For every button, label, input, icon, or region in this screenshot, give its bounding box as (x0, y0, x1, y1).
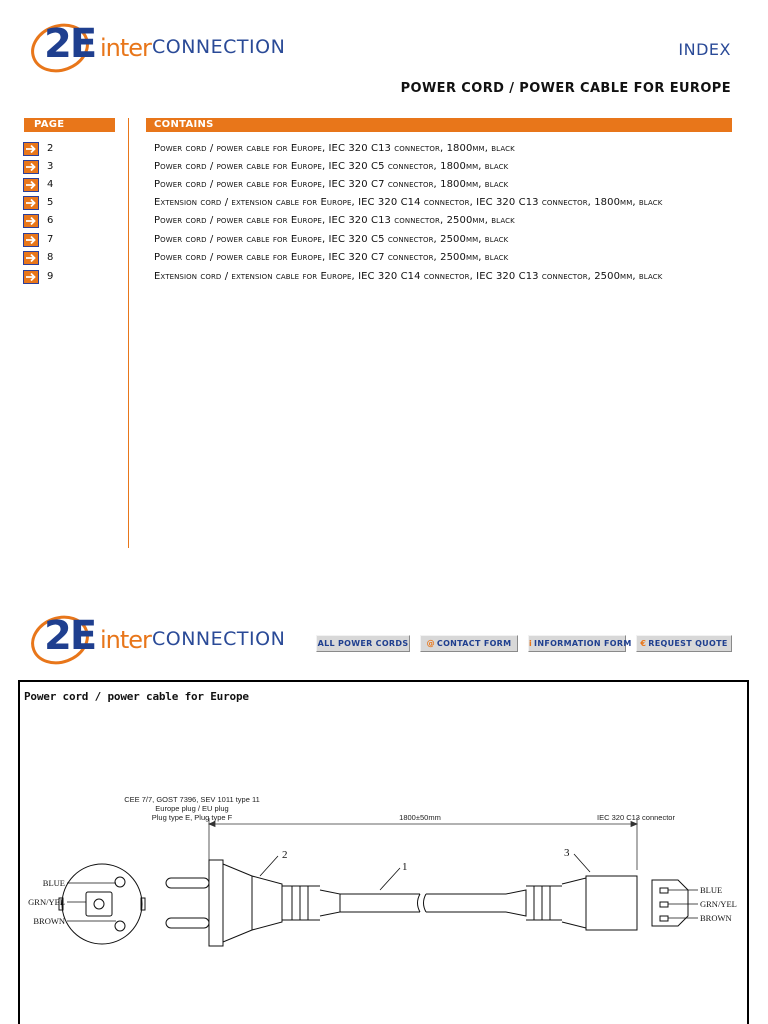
connector-wire-leaders (668, 890, 698, 918)
plug-wire-blue: BLUE (42, 878, 65, 888)
plug-wire-brown: BROWN (33, 916, 65, 926)
row-description: Power cord / power cable for Europe, IEC 320 C5 connector, 2500mm, black (154, 234, 509, 245)
table-row (0, 232, 768, 249)
page-number: 2 (47, 143, 54, 154)
dimension-line (209, 818, 637, 870)
callout-2: 2 (282, 849, 288, 861)
arrow-right-icon (24, 197, 38, 209)
contact-form-button[interactable] (420, 635, 518, 652)
arrow-right-icon (24, 215, 38, 227)
eu-plug-side (166, 860, 340, 946)
c13-connector-side (506, 876, 637, 930)
plug-spec-2: Europe plug / EU plug (155, 804, 229, 813)
goto-page-button[interactable] (23, 142, 39, 156)
row-description: Power cord / power cable for Europe, IEC 320 C7 connector, 2500mm, black (154, 252, 509, 263)
table-row (0, 195, 768, 212)
row-description: Power cord / power cable for Europe, IEC 320 C13 connector, 1800mm, black (154, 143, 515, 154)
arrow-right-icon (24, 179, 38, 191)
row-description: Extension cord / extension cable for Europe, IEC 320 C14 connector, IEC 320 C13 connector, 1800mm, black (154, 197, 663, 208)
logo-connection: CONNECTION (152, 36, 286, 58)
goto-page-button[interactable] (23, 214, 39, 228)
length-label: 1800±50mm (399, 813, 441, 822)
table-row (0, 213, 768, 230)
goto-page-button[interactable] (23, 270, 39, 284)
row-description: Power cord / power cable for Europe, IEC 320 C7 connector, 1800mm, black (154, 179, 509, 190)
cable-diagram (20, 780, 748, 960)
cable (340, 894, 506, 912)
goto-page-button[interactable] (23, 251, 39, 265)
connector-wire-blue: BLUE (700, 885, 723, 895)
arrow-right-icon (24, 252, 38, 264)
arrow-right-icon (24, 271, 38, 283)
plug-spec-3: Plug type E, Plug type F (151, 813, 233, 822)
arrow-right-icon (24, 234, 38, 246)
request-quote-label: REQUEST QUOTE (648, 639, 728, 648)
row-description: Power cord / power cable for Europe, IEC 320 C13 connector, 2500mm, black (154, 215, 515, 226)
arrow-right-icon (24, 161, 38, 173)
goto-page-button[interactable] (23, 196, 39, 210)
page-number: 5 (47, 197, 54, 208)
column-header-page: PAGE (24, 118, 115, 132)
goto-page-button[interactable] (23, 233, 39, 247)
table-row (0, 177, 768, 194)
page-number: 6 (47, 215, 54, 226)
plug-wire-grn: GRN/YEL (28, 897, 65, 907)
page-number: 7 (47, 234, 54, 245)
plug-wire-leaders (67, 883, 116, 921)
page-number: 8 (47, 252, 54, 263)
all-power-cords-button[interactable] (316, 635, 410, 652)
product-title: Power cord / power cable for Europe (24, 690, 249, 703)
callout-1: 1 (402, 861, 408, 873)
logo-2e: 2E (44, 21, 96, 67)
logo-connection: CONNECTION (152, 628, 286, 650)
page-title: POWER CORD / POWER CABLE FOR EUROPE (400, 81, 731, 96)
logo-inter: inter (100, 34, 151, 62)
table-row (0, 159, 768, 176)
company-logo (20, 16, 286, 80)
connector-wire-grn: GRN/YEL (700, 899, 737, 909)
connector-wire-brown: BROWN (700, 913, 732, 923)
information-form-label: INFORMATION FORM (534, 639, 632, 648)
logo-inter: inter (100, 626, 151, 654)
row-description: Extension cord / extension cable for Europe, IEC 320 C14 connector, IEC 320 C13 connector, 2500mm, black (154, 271, 663, 282)
request-quote-button[interactable] (636, 635, 732, 652)
logo-2e: 2E (44, 613, 96, 659)
goto-page-button[interactable] (23, 178, 39, 192)
arrow-right-icon (24, 143, 38, 155)
callout-3: 3 (564, 847, 570, 859)
table-row (0, 250, 768, 267)
contact-form-label: CONTACT FORM (436, 639, 512, 648)
euro-icon: € (640, 639, 647, 648)
row-description: Power cord / power cable for Europe, IEC 320 C5 connector, 1800mm, black (154, 161, 509, 172)
page-number: 4 (47, 179, 54, 190)
index-link[interactable]: INDEX (678, 40, 731, 59)
c13-connector-face (652, 880, 688, 926)
company-logo-2 (20, 608, 286, 672)
page-number: 3 (47, 161, 54, 172)
eu-plug-face (59, 864, 145, 944)
all-power-cords-label: ALL POWER CORDS (317, 639, 409, 648)
column-header-contains: CONTAINS (146, 118, 732, 132)
info-icon: i (529, 639, 533, 648)
connector-label: IEC 320 C13 connector (597, 813, 675, 822)
page-number: 9 (47, 271, 54, 282)
table-row (0, 269, 768, 286)
callouts (260, 854, 590, 890)
table-row (0, 141, 768, 158)
goto-page-button[interactable] (23, 160, 39, 174)
information-form-button[interactable] (528, 635, 632, 652)
at-sign-icon: @ (426, 639, 435, 648)
plug-spec-1: CEE 7/7, GOST 7396, SEV 1011 type 11 (124, 795, 260, 804)
